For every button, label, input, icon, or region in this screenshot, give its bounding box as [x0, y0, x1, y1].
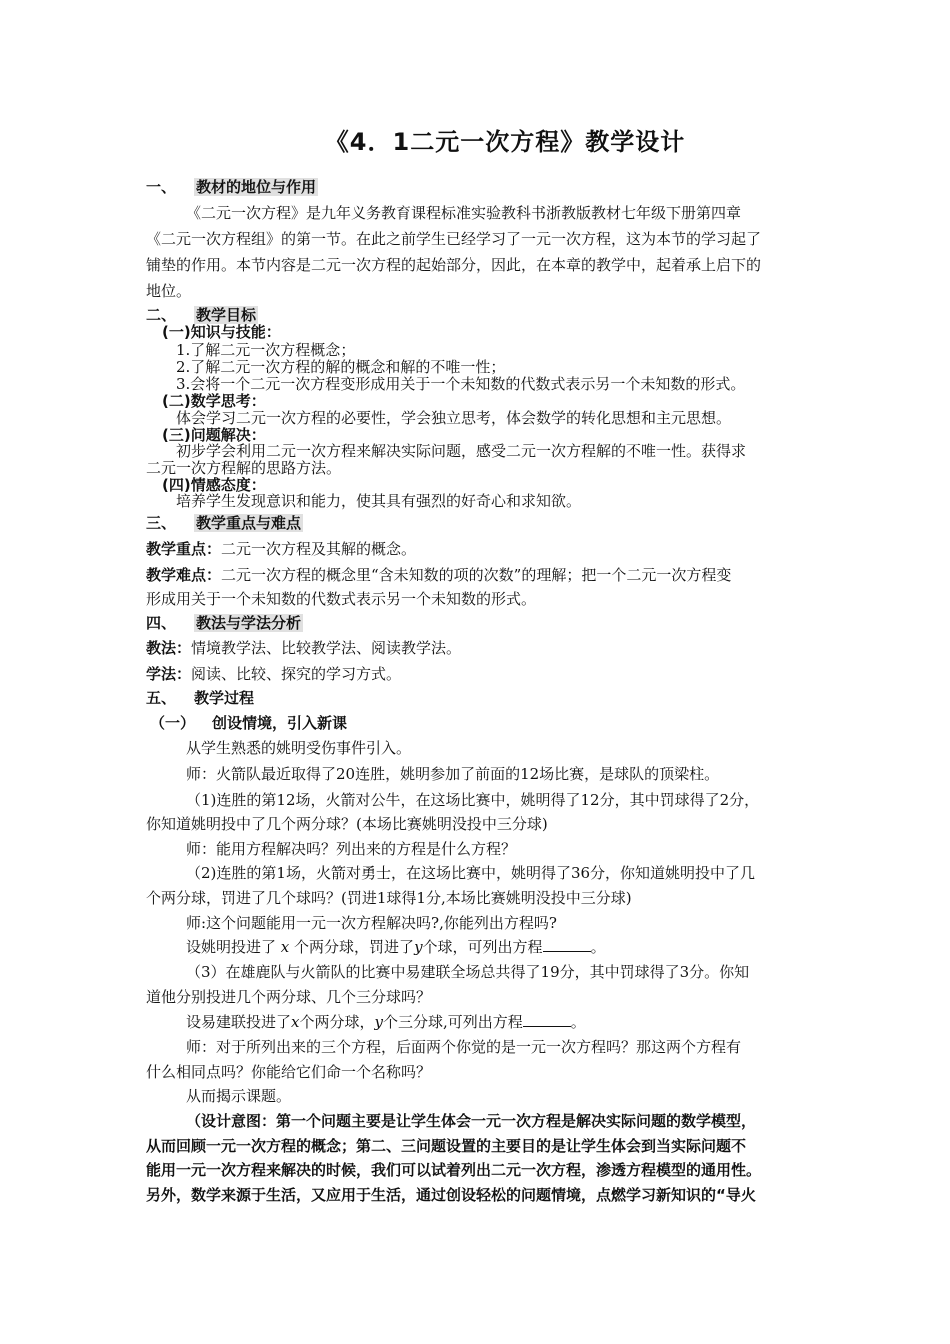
paragraph-line: 初步学会利用二元一次方程来解决实际问题，感受二元一次方程解的不唯一性。获得求 [176, 442, 747, 460]
paragraph-line: 从学生熟悉的姚明受伤事件引入。 [186, 739, 412, 757]
paragraph-line: （3）在雄鹿队与火箭队的比赛中易建联全场总共得了19分，其中罚球得了3分。你知 [186, 963, 750, 981]
paragraph-line: 铺垫的作用。本节内容是二元一次方程的起始部分，因此，在本章的教学中，起着承上启下的 [146, 256, 762, 274]
section-3-heading: 三、 教学重点与难点 [146, 514, 302, 532]
paragraph-line: 《二元一次方程组》的第一节。在此之前学生已经学习了一元一次方程，这为本节的学习起了 [146, 230, 762, 248]
design-intent-line: 能用一元一次方程来解决的时候，我们可以试着列出二元一次方程，渗透方程模型的通用性。 [146, 1161, 762, 1179]
paragraph-line: 体会学习二元一次方程的必要性，学会独立思考，体会数学的转化思想和主元思想。 [176, 409, 732, 427]
answer-blank [543, 937, 591, 952]
subsection-heading: （一） 创设情境，引入新课 [150, 714, 348, 732]
answer-blank [523, 1012, 571, 1027]
paragraph-line: 形成用关于一个未知数的代数式表示另一个未知数的形式。 [146, 590, 537, 608]
paragraph-line: 师：火箭队最近取得了20连胜，姚明参加了前面的12场比赛，是球队的顶梁柱。 [186, 765, 720, 783]
subheading-problem-solving: (三)问题解决： [162, 426, 266, 444]
section-1-heading: 一、 教材的地位与作用 [146, 178, 317, 196]
paragraph-line: 个两分球，罚进了几个球吗？(罚进1球得1分,本场比赛姚明没投中三分球) [146, 889, 632, 907]
subheading-thinking: (二)数学思考： [162, 392, 266, 410]
section-4-heading: 四、 教法与学法分析 [146, 614, 302, 632]
subheading-knowledge: (一)知识与技能： [162, 323, 281, 341]
paragraph-line: （1)连胜的第12场，火箭对公牛，在这场比赛中，姚明得了12分，其中罚球得了2分， [186, 791, 760, 809]
section-5-heading: 五、 教学过程 [146, 689, 255, 707]
paragraph-line: 师：对于所列出来的三个方程，后面两个你觉的是一元一次方程吗？那这两个方程有 [186, 1038, 742, 1056]
paragraph-line: 道他分别投进几个两分球、几个三分球吗？ [146, 988, 432, 1006]
paragraph-line: 培养学生发现意识和能力，使其具有强烈的好奇心和求知欲。 [176, 492, 582, 510]
design-intent-line: 从而回顾一元一次方程的概念；第二、三问题设置的主要目的是让学生体会到当实际问题不 [146, 1137, 747, 1155]
teaching-method-line: 教法：情境教学法、比较教学法、阅读教学法。 [146, 639, 462, 657]
equation-prompt-line: 设易建联投进了x个两分球，y个三分球,可列出方程 。 [186, 1013, 586, 1031]
list-item: 2.了解二元一次方程的解的概念和解的不唯一性； [176, 358, 506, 376]
paragraph-line: 师：能用方程解决吗？列出来的方程是什么方程？ [186, 840, 517, 858]
subheading-attitude: (四)情感态度： [162, 476, 266, 494]
equation-prompt-line: 设姚明投进了 x 个两分球，罚进了y个球，可列出方程 。 [186, 938, 606, 956]
paragraph-line: 你知道姚明投中了几个两分球？(本场比赛姚明没投中三分球) [146, 815, 548, 833]
paragraph-line: 师:这个问题能用一元一次方程解决吗?,你能列出方程吗? [186, 914, 557, 932]
list-item: 1.了解二元一次方程概念； [176, 341, 356, 359]
key-point-line: 教学重点：二元一次方程及其解的概念。 [146, 540, 417, 558]
paragraph-line: 从而揭示课题。 [186, 1087, 292, 1105]
paragraph-line: 地位。 [146, 282, 192, 300]
learning-method-line: 学法：阅读、比较、探究的学习方式。 [146, 665, 402, 683]
design-intent-line: （设计意图：第一个问题主要是让学生体会一元一次方程是解决实际问题的数学模型， [186, 1112, 757, 1130]
difficulty-line: 教学难点：二元一次方程的概念里“含未知数的项的次数”的理解；把一个二元一次方程变 [146, 566, 732, 584]
list-item: 3.会将一个二元一次方程变形成用关于一个未知数的代数式表示另一个未知数的形式。 [176, 375, 746, 393]
document-title: 《4．1二元一次方程》教学设计 [324, 128, 686, 156]
design-intent-line: 另外，数学来源于生活，又应用于生活，通过创设轻松的问题情境，点燃学习新知识的“导火 [146, 1186, 756, 1204]
paragraph-line: 什么相同点吗？你能给它们命一个名称吗？ [146, 1063, 432, 1081]
paragraph-line: （2)连胜的第1场，火箭对勇士，在这场比赛中，姚明得了36分，你知道姚明投中了几 [186, 864, 756, 882]
paragraph-line: 《二元一次方程》是九年义务教育课程标准实验教科书浙教版教材七年级下册第四章 [186, 204, 742, 222]
paragraph-line: 二元一次方程解的思路方法。 [146, 459, 342, 477]
section-2-heading: 二、 教学目标 [146, 306, 257, 324]
